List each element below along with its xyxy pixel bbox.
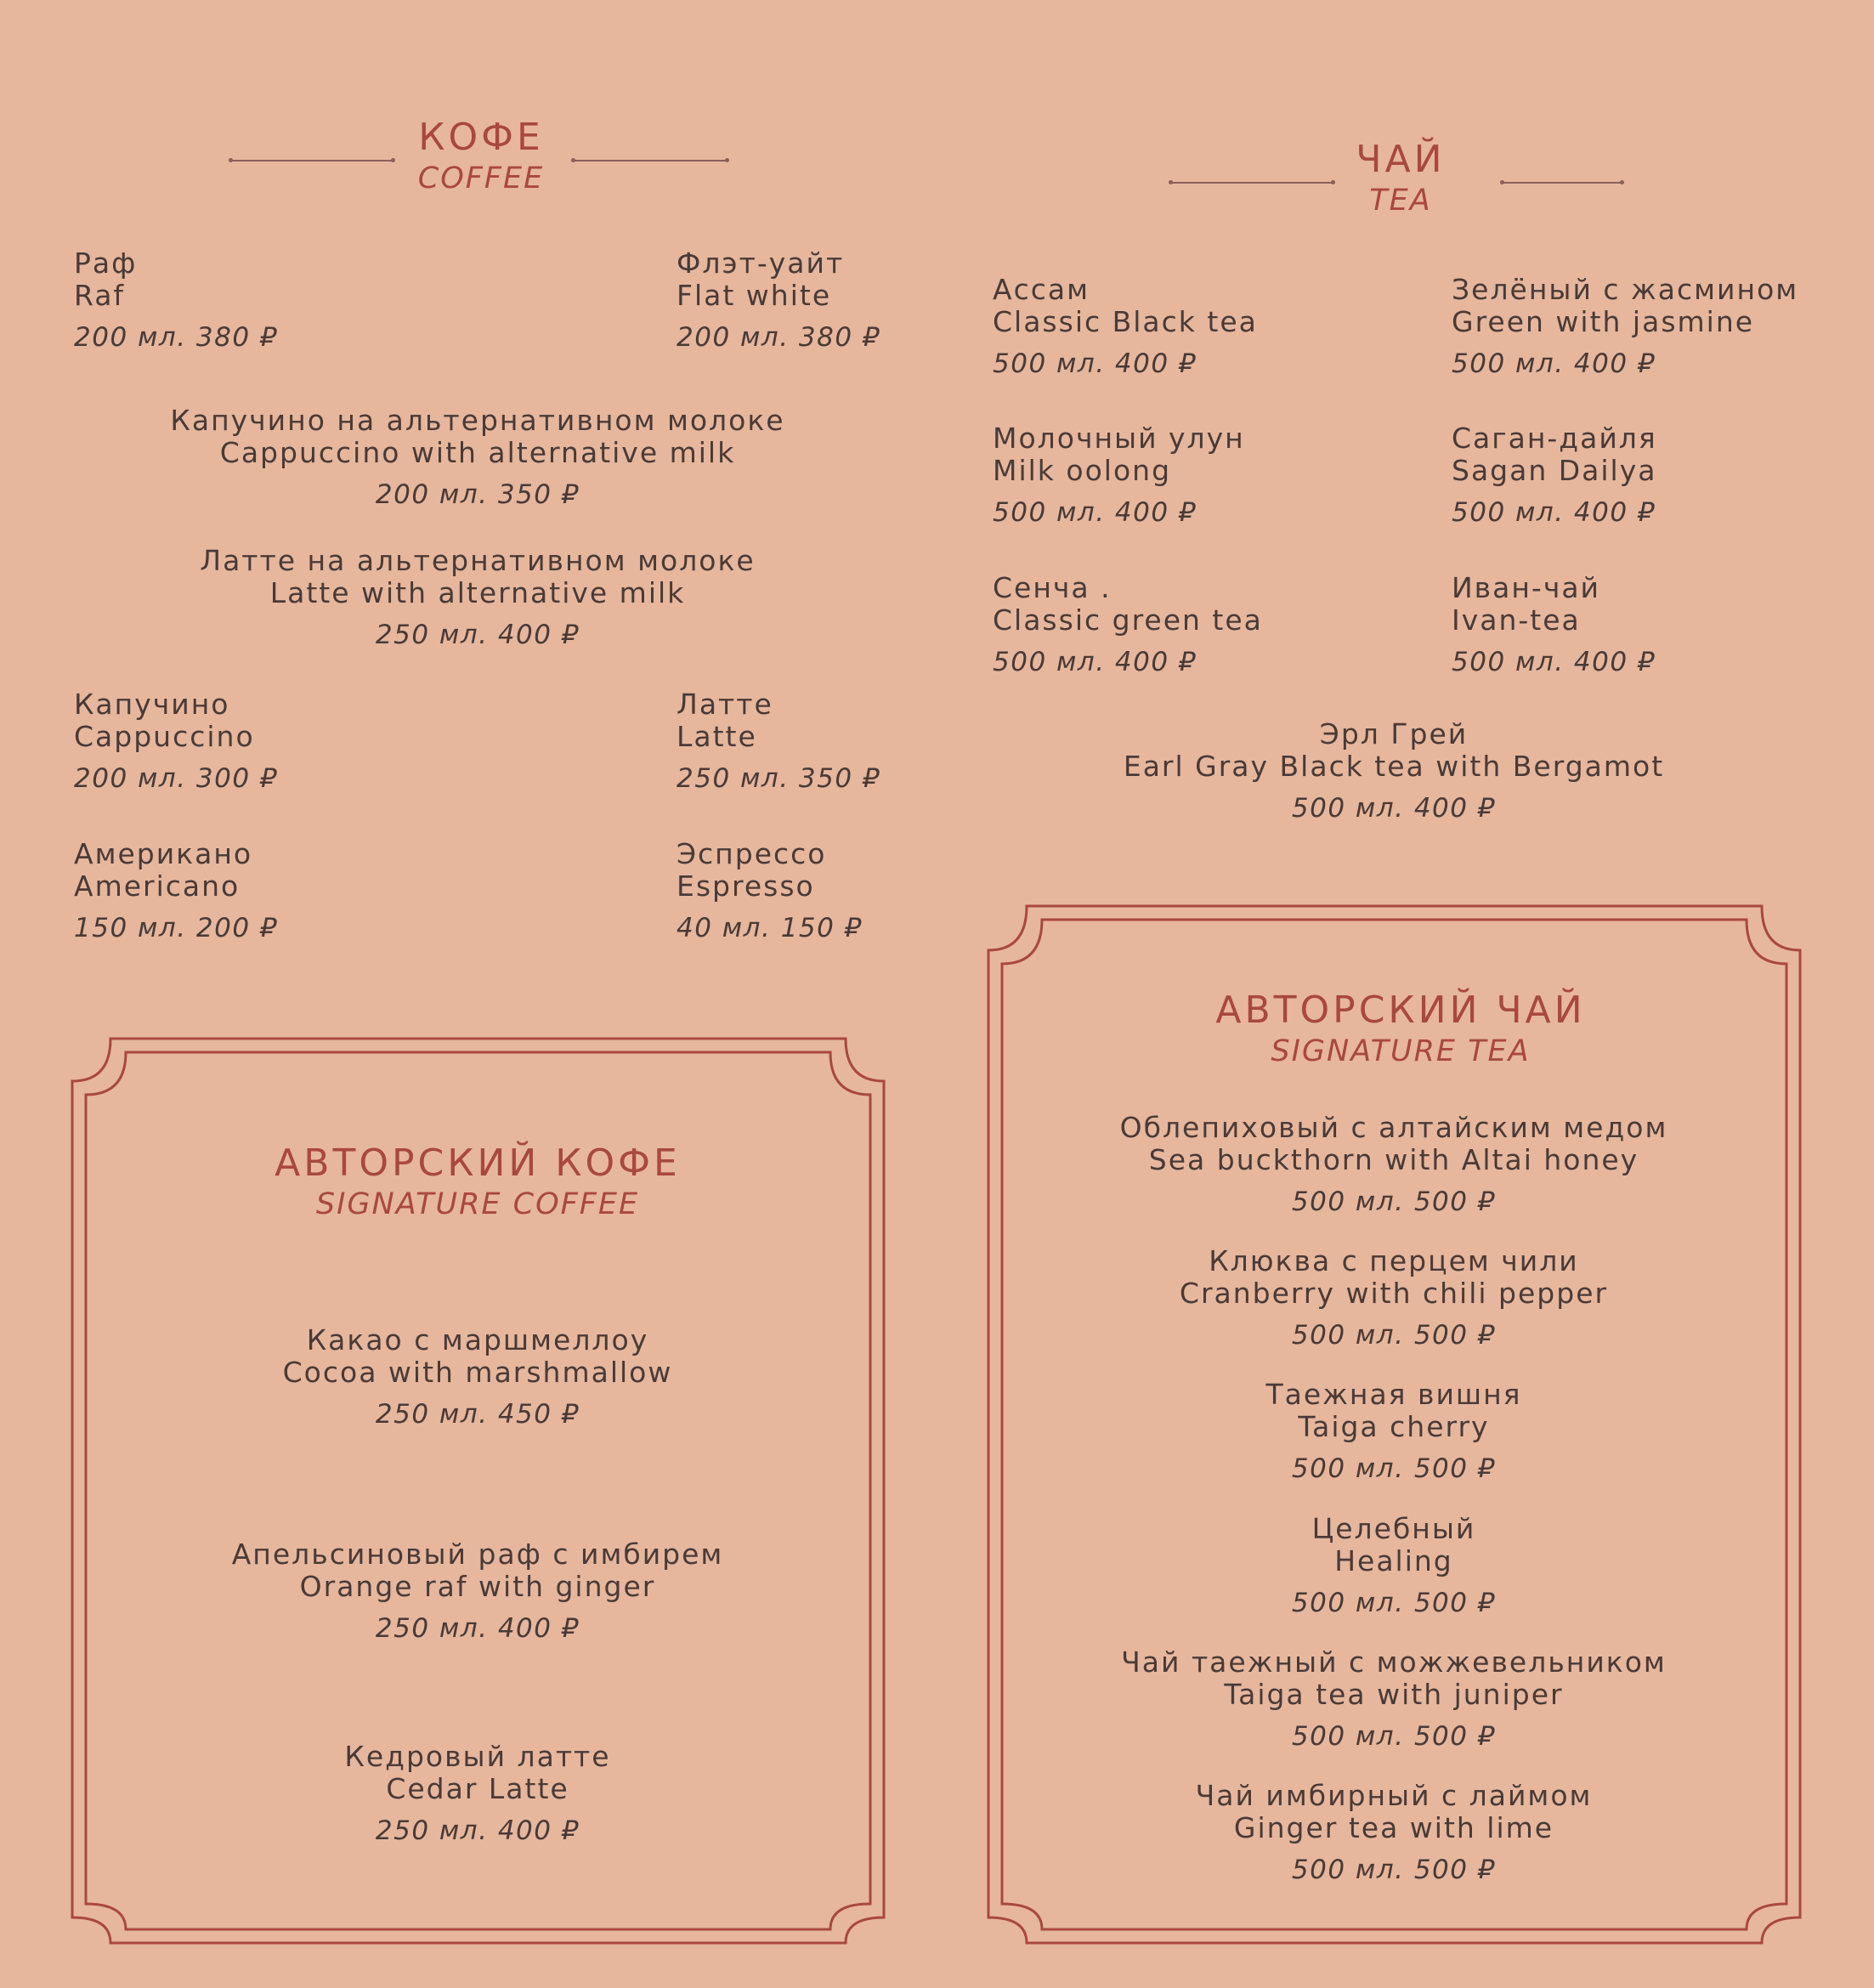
menu-item-americano: Американо Americano 150 мл. 200 ₽	[74, 837, 279, 943]
menu-item-latte-alt-milk: Латте на альтернативном молоке Latte with alternative milk 250 мл. 400 ₽	[200, 544, 756, 650]
price: 500 мл. 500 ₽	[1291, 1855, 1497, 1885]
price: 200 мл. 350 ₽	[375, 479, 580, 510]
price: 250 мл. 400 ₽	[375, 1815, 580, 1846]
menu-item-earl-grey: Эрл Грей Earl Gray Black tea with Bergamot 500 мл. 400 ₽	[1123, 717, 1665, 824]
menu-item-cocoa-marshmallow: Какао с маршмеллоу Cocoa with marshmallow 250 мл. 450 ₽	[282, 1323, 673, 1430]
tea-rule-left	[1171, 182, 1333, 184]
price: 500 мл. 500 ₽	[1291, 1721, 1497, 1752]
price: 200 мл. 300 ₽	[74, 763, 279, 794]
menu-item-espresso: Эспрессо Espresso 40 мл. 150 ₽	[677, 837, 863, 943]
menu-item-taiga-cherry: Таежная вишня Taiga cherry 500 мл. 500 ₽	[1265, 1378, 1522, 1484]
price: 500 мл. 500 ₽	[1291, 1453, 1497, 1484]
tea-title-ru: ЧАЙ	[1356, 138, 1446, 181]
menu-item-taiga-juniper: Чай таежный с можжевельником Taiga tea with juniper 500 мл. 500 ₽	[1121, 1645, 1667, 1752]
signature-tea-title-en: SIGNATURE TEA	[1271, 1034, 1531, 1068]
menu-item-orange-raf-ginger: Апельсиновый раф с имбирем Orange raf with ginger 250 мл. 400 ₽	[231, 1538, 724, 1644]
menu-item-milk-oolong: Молочный улун Milk oolong 500 мл. 400 ₽	[993, 422, 1245, 528]
price: 500 мл. 500 ₽	[1291, 1320, 1497, 1351]
tea-heading	[1356, 138, 1445, 219]
price: 500 мл. 400 ₽	[993, 497, 1197, 528]
menu-item-cedar-latte: Кедровый латте Cedar Latte 250 мл. 400 ₽	[344, 1740, 611, 1846]
price: 250 мл. 400 ₽	[375, 620, 580, 650]
signature-tea-title-ru: АВТОРСКИЙ ЧАЙ	[1215, 988, 1586, 1032]
menu-item-cappuccino-alt-milk: Капучино на альтернативном молоке Cappuccino with alternative milk 200 мл. 350 ₽	[170, 404, 785, 510]
menu-item-green-jasmine: Зелёный с жасмином Green with jasmine 500 мл. 400 ₽	[1452, 273, 1799, 379]
price: 500 мл. 400 ₽	[1452, 497, 1656, 528]
menu-item-cappuccino: Капучино Cappuccino 200 мл. 300 ₽	[74, 688, 279, 794]
coffee-title-ru: КОФЕ	[418, 116, 544, 159]
price: 500 мл. 400 ₽	[993, 348, 1197, 379]
menu-item-assam: Ассам Classic Black tea 500 мл. 400 ₽	[993, 273, 1258, 379]
price: 250 мл. 450 ₽	[375, 1399, 580, 1430]
price: 500 мл. 400 ₽	[1291, 793, 1497, 824]
price: 200 мл. 380 ₽	[677, 322, 881, 353]
price: 500 мл. 500 ₽	[1291, 1187, 1497, 1217]
price: 250 мл. 350 ₽	[677, 763, 881, 794]
menu-item-latte: Латте Latte 250 мл. 350 ₽	[677, 688, 881, 794]
signature-coffee-title-ru: АВТОРСКИЙ КОФЕ	[275, 1141, 681, 1185]
menu-item-raf: Раф Raf 200 мл. 380 ₽	[74, 246, 279, 353]
price: 200 мл. 380 ₽	[74, 322, 279, 353]
menu-item-flat-white: Флэт-уайт Flat white 200 мл. 380 ₽	[677, 246, 881, 353]
signature-tea-heading	[1215, 988, 1585, 1070]
price: 250 мл. 400 ₽	[375, 1613, 580, 1644]
price: 40 мл. 150 ₽	[677, 913, 863, 943]
menu-item-ginger-lime: Чай имбирный с лаймом Ginger tea with lime 500 мл. 500 ₽	[1195, 1779, 1593, 1885]
coffee-rule-left	[231, 160, 393, 161]
menu-item-sagan-dailya: Саган-дайля Sagan Dailya 500 мл. 400 ₽	[1452, 422, 1657, 528]
menu-item-cranberry-chili: Клюква с перцем чили Cranberry with chili pepper 500 мл. 500 ₽	[1179, 1244, 1609, 1351]
tea-title-en: TEA	[1369, 184, 1432, 218]
price: 500 мл. 500 ₽	[1291, 1588, 1497, 1618]
price: 150 мл. 200 ₽	[74, 913, 279, 943]
menu-item-sencha: Сенча . Classic green tea 500 мл. 400 ₽	[993, 571, 1263, 677]
menu-item-ivan-tea: Иван-чай Ivan-tea 500 мл. 400 ₽	[1452, 571, 1656, 677]
coffee-rule-right	[574, 160, 727, 161]
menu-item-sea-buckthorn: Облепиховый с алтайским медом Sea buckthorn with Altai honey 500 мл. 500 ₽	[1119, 1111, 1668, 1217]
signature-coffee-title-en: SIGNATURE COFFEE	[315, 1187, 640, 1221]
price: 500 мл. 400 ₽	[993, 647, 1197, 677]
signature-coffee-heading	[275, 1141, 681, 1223]
coffee-heading	[418, 116, 544, 197]
coffee-title-en: COFFEE	[417, 161, 545, 195]
price: 500 мл. 400 ₽	[1452, 647, 1656, 677]
tea-rule-right	[1503, 182, 1622, 184]
price: 500 мл. 400 ₽	[1452, 348, 1656, 379]
menu-item-healing: Целебный Healing 500 мл. 500 ₽	[1291, 1512, 1497, 1618]
